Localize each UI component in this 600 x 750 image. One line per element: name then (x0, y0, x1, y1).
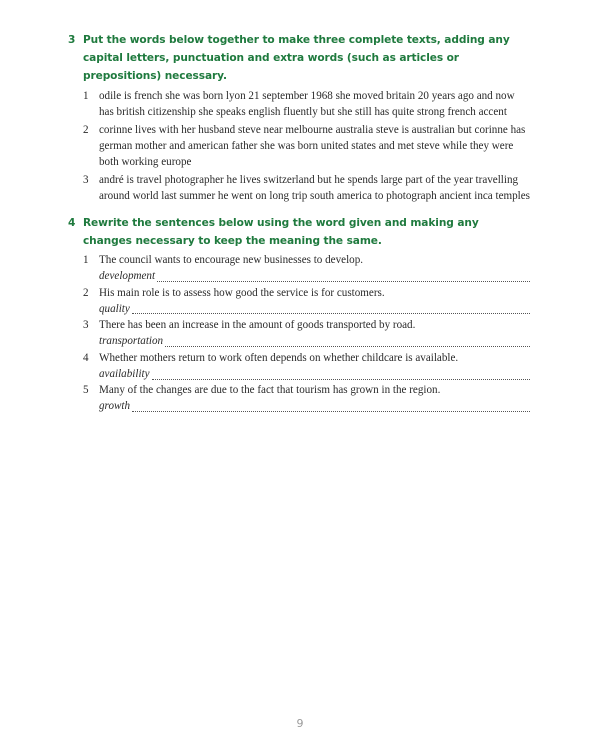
item-number: 4 (83, 351, 89, 364)
list-item (68, 351, 530, 384)
item-text: corinne lives with her husband steve near melbourne australia steve is australian but corinne has german mother and american father she was born united states and met steve while they were both working europe (99, 123, 526, 169)
keyword: availability (99, 367, 150, 380)
answer-line (99, 334, 530, 350)
list-item (68, 383, 530, 416)
item-sentence: There has been an increase in the amount of goods transported by road. (99, 319, 416, 332)
answer-line (99, 301, 530, 317)
answer-line (99, 399, 530, 415)
list-item (68, 286, 530, 319)
list-item (68, 172, 530, 204)
exercise-3-heading (68, 31, 530, 85)
answer-blank[interactable] (157, 269, 530, 282)
item-number: 3 (83, 174, 89, 187)
item-number: 1 (83, 90, 89, 102)
answer-blank[interactable] (132, 301, 530, 314)
answer-line (99, 367, 530, 383)
list-item (68, 122, 530, 171)
item-body (99, 253, 530, 286)
item-number: 1 (83, 254, 89, 266)
answer-blank[interactable] (152, 367, 530, 380)
keyword: transportation (99, 335, 164, 348)
item-body (99, 318, 530, 351)
exercise-4-heading (68, 214, 530, 250)
exercise-instruction: Put the words below together to make three complete texts, adding any capital letters, punctuation and extra words (such as articles or prepositions) necessary. (83, 34, 510, 82)
page-number: 9 (296, 717, 304, 730)
item-number: 2 (83, 286, 89, 299)
item-body (99, 286, 530, 319)
exercise-3 (68, 31, 530, 206)
list-item (68, 318, 530, 351)
keyword: development (99, 270, 156, 282)
list-item (68, 253, 530, 286)
exercise-instruction: Rewrite the sentences below using the word given and making any changes necessary to keep the meaning the same. (83, 217, 479, 247)
keyword: growth (99, 400, 131, 413)
item-body (99, 383, 530, 416)
keyword: quality (99, 302, 130, 315)
exercise-4 (68, 214, 530, 416)
item-number: 5 (83, 384, 89, 397)
exercise-3-items (68, 88, 530, 204)
item-sentence: Whether mothers return to work often depends on whether childcare is available. (99, 351, 459, 364)
answer-blank[interactable] (132, 399, 530, 412)
exercise-4-items (68, 253, 530, 416)
answer-line (99, 269, 530, 285)
list-item (68, 88, 530, 120)
item-sentence: Many of the changes are due to the fact that tourism has grown in the region. (99, 384, 441, 397)
item-sentence: His main role is to assess how good the service is for customers. (99, 286, 385, 299)
item-text: odile is french she was born lyon 21 september 1968 she moved britain 20 years ago and now has british citizenship she speaks english fluently but she still has quite strong french accent (99, 90, 515, 119)
answer-blank[interactable] (165, 334, 530, 347)
item-number: 2 (83, 123, 89, 136)
exercise-number: 4 (68, 217, 76, 229)
item-text: andré is travel photographer he lives switzerland but he spends large part of the year travelling around world last summer he went on long trip south america to photograph ancient inca temples (99, 174, 531, 203)
item-number: 3 (83, 319, 89, 332)
item-body (99, 351, 530, 384)
exercise-number: 3 (68, 34, 76, 46)
item-sentence: The council wants to encourage new businesses to develop. (99, 254, 364, 266)
